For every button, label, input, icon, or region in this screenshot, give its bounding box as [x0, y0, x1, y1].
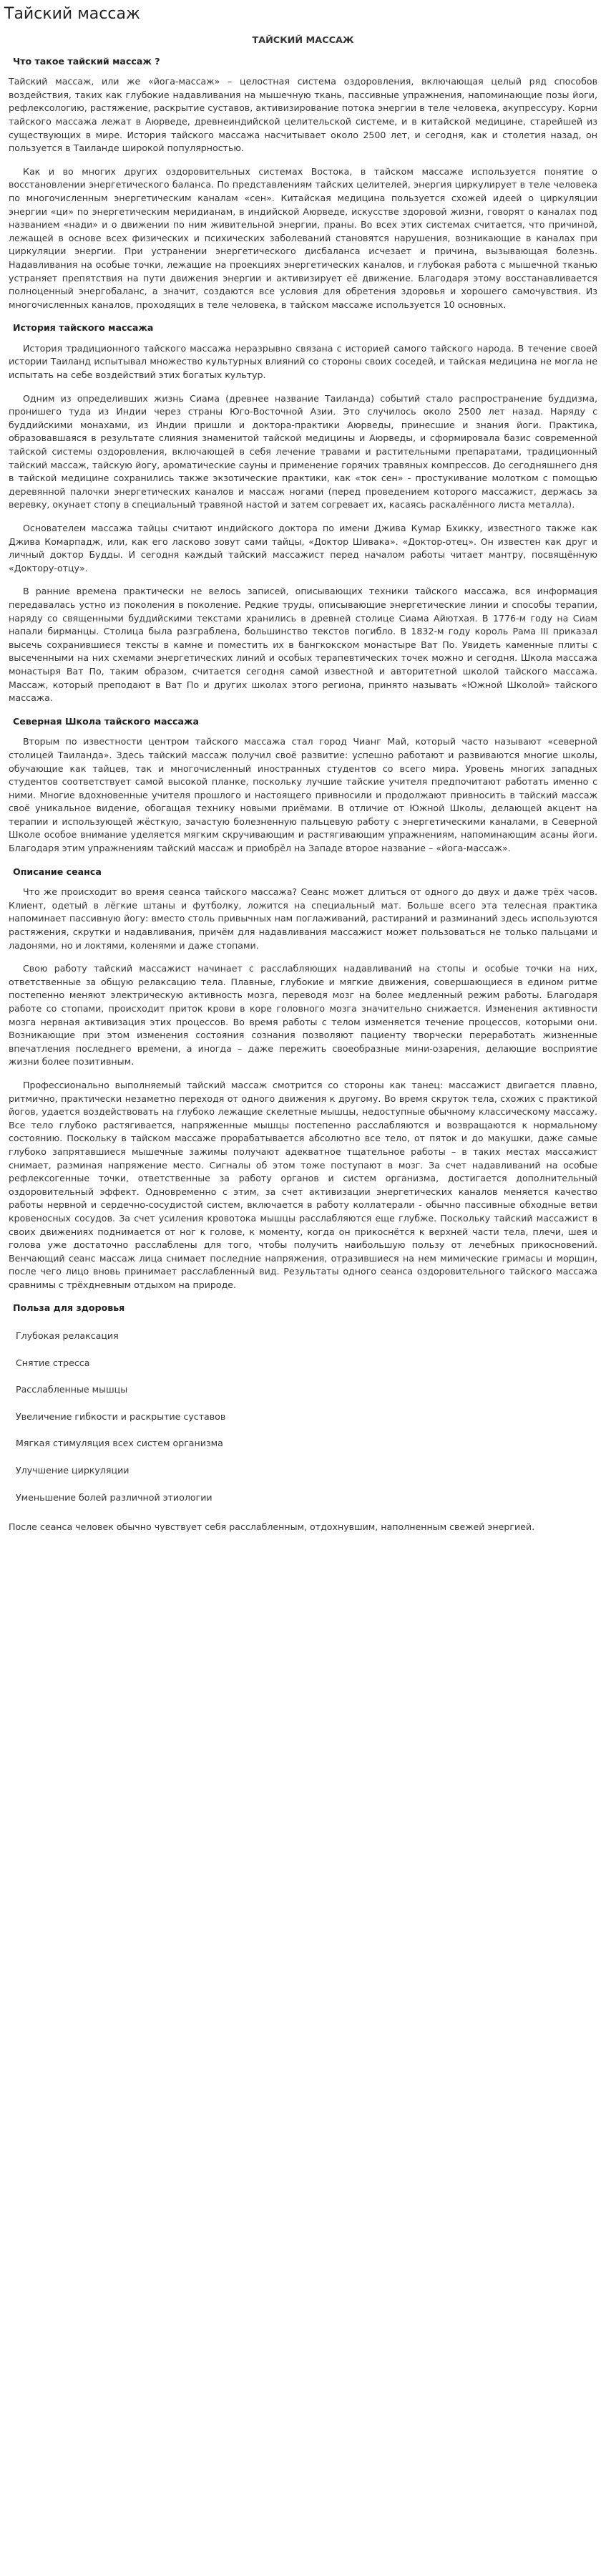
section-heading-benefits: Польза для здоровья: [13, 1302, 125, 1314]
paragraph: Свою работу тайский массажист начинает с расслабляющих надавливаний на стопы и особые точки на них, ответственные за общую релаксацию тела. Плавные, глубокие и мягкие движения, совершающиеся в едином ритме постепенно меняют электрическую активность мозга, переводя мозг на более медленный режим работы. Благодаря работе со стопами, происходит приток крови в коре головного мозга значительно снижается. Изменения активности мозга нервная активизация этих процессов. Во время работы с телом изменяется течение процессов, которыми они. Возникающие при этом изменения состояния сознания позволяют пациенту творчески переработать жизненные впечатления последнего времени, а иногда – даже пережить своеобразные мини-озарения, делающие восприятие жизни более позитивным.: [9, 963, 597, 1067]
paragraph: Вторым по известности центром тайского массажа стал город Чианг Май, который часто называют «северной столицей Таиланда». Здесь тайский массаж получил своё развитие: успешно работают и развиваются многие школы, обучающие как тайцев, так и многочисленный иностранных студентов со всего мира. Уровень многих западных студентов соответствует самой высокой планке, поскольку лучшие тайские учителя предпочитают работать именно с ними. Многие вдохновенные учителя прошлого и настоящего привносили и продолжают привносить в тайский массаж своё уникальное видение, обогащая технику новыми приёмами. В отличие от Южной Школы, делающей акцент на терапии и использующей жёсткую, зачастую болезненную пальцевую работу с энергетическими каналами, в Северной Школе особое внимание уделяется мягким скручивающим и растягивающим упражнениям, напоминающим асаны йоги. Благодаря этим упражнениям тайский массаж и приобрёл на Западе второе название – «йога-массаж».: [9, 736, 597, 854]
paragraph: Как и во многих других оздоровительных системах Востока, в тайском массаже используется понятие о восстановлении энергетического баланса. По представлениям тайских целителей, энергия циркулирует в теле человека по многочисленным энергетическим каналам «сен». Китайская медицина пользуется схожей идеей о циркуляции энергии «ци» по энергетическим меридианам, в индийской Аюрведе, искусстве здоровой жизни, говорят о каналах под названием «нади» и о движении по ним живительной энергии, праны. Во всех этих системах считается, что причиной, лежащей в основе всех физических и психических заболеваний становятся нарушения, возникающие в каналах при циркуляции энергии. При устранении энергетического дисбаланса исчезает и причина, вызывающая болезнь. Надавливания на особые точки, лежащие на проекциях энергетических каналов, и глубокая работа с мышечной тканью устраняет препятствия на пути движения энергии и активизирует её движение. Благодаря этому восстанавливается полноценный энергобаланс, а значит, создаются все условия для обретения здоровья и хорошего самочувствия. Из многочисленных каналов, проходящих в теле человека, в тайском массаже используется 10 основных.: [9, 165, 597, 310]
paragraph: Тайский массаж, или же «йога-массаж» – целостная система оздоровления, включающая целый ряд способов воздействия, таких как глубокие надавливания на мышечную ткань, пассивные упражнения, напоминающие позы йоги, рефлексологию, растяжение, раскрытие суставов, активизирование потока энергии в теле человека, акупрессуру. Корни тайского массажа лежат в Аюрведе, древнеиндийской целительской системе, и в китайской медицине, старейшей из существующих в мире. История тайского массажа насчитывает около 2500 лет, и сегодня, как и столетия назад, он пользуется в Таиланде широкой популярностью.: [9, 76, 597, 154]
list-item: Мягкая стимуляция всех систем организма: [16, 1438, 223, 1449]
list-item: Улучшение циркуляции: [16, 1465, 129, 1476]
paragraph: Одним из определивших жизнь Сиама (древнее название Таиланда) событий стало распространение буддизма, пронишего туда из Индии через страны Юго-Восточной Азии. Это случилось около 2500 лет назад. Наряду с буддийскими монахами, из Индии пришли и доктора-практики Аюрведы, принесшие и знания йоги. Практика, образовавшаяся в результате слияния знаменитой тайской медицины и Аюрведы, и сформировала базис современной тайской системы оздоровления, включающей в себя лечение травами и растительными препаратами, традиционный тайский массаж, тайскую йогу, ароматические сауны и применение горячих травяных компрессов. До сегодняшнего дня в тайской медицине сохранились также экзотические практики, как «ток сен» - простукивание молотком с помощью деревянной палочки энергетических каналов и массаж ногами (перед проведением которого массажист, держась за веревку, окунает стопу в специальный травяной настой и затем согревает их, касаясь раскалённого листа металла).: [9, 392, 597, 510]
list-item: Уменьшение болей различной этиологии: [16, 1491, 212, 1503]
closing-paragraph: После сеанса человек обычно чувствует себя расслабленным, отдохнувшим, наполненным свежей энергией.: [9, 1521, 535, 1533]
article-content: [0, 34, 606, 1534]
list-item: Расслабленные мышцы: [16, 1384, 128, 1395]
list-item: Увеличение гибкости и раскрытие суставов: [16, 1410, 226, 1422]
paragraph: Что же происходит во время сеанса тайского массажа? Сеанс может длиться от одного до двух и даже трёх часов. Клиент, одетый в лёгкие штаны и футболку, ложится на специальный мат. Больше всего эта телесная практика напоминает пассивную йогу: вместо столь привычных нам поглаживаний, растираний и разминаний здесь используются растяжения, скрутки и надавливания, причём для надавливания массажист может пользоваться не только пальцами и ладонями, но и локтями, коленями и даже стопами.: [9, 886, 597, 951]
section-heading-north-school: Северная Школа тайского массажа: [13, 715, 199, 727]
page-title: Тайский массаж: [4, 5, 140, 23]
section-heading-session: Описание сеанса: [13, 866, 102, 877]
paragraph: История традиционного тайского массажа неразрывно связана с историей самого тайского народа. В течение своей истории Таиланд испытывал множество культурных влияний со стороны своих соседей, и тайская медицина не могла не испытать на себе воздействий этих богатых культур.: [9, 342, 597, 381]
section-heading-history: История тайского массажа: [13, 322, 154, 334]
section-heading-what-is: Что такое тайский массаж ?: [13, 55, 160, 67]
list-item: Снятие стресса: [16, 1357, 90, 1368]
benefits-list: [16, 1322, 597, 1511]
article-heading: ТАЙСКИЙ МАССАЖ: [252, 35, 354, 46]
list-item: Глубокая релаксация: [16, 1330, 119, 1342]
paragraph: В ранние времена практически не велось записей, описывающих техники тайского массажа, вся информация передавалась устно из поколения в поколение. Редкие труды, описывающие энергетические линии и способы терапии, наряду со священными буддийскими текстами хранились в древней столице Сиама Айютхая. В 1776-м году на Сиам напали бирманцы. Столица была разграблена, большинство текстов погибло. В 1832-м году король Рама III приказал высечь сохранившиеся тексты в камне и поместить их в бангкокском монастыре Ват По. Увидеть каменные плиты с высеченными на них схемами энергетических линий и особых терапевтических точек можно и сегодня. Школа массажа монастыря Ват По, таким образом, считается сегодня самой известной и авторитетной школой тайского массажа. Массаж, который преподают в Ват По и других школах этого региона, принято называть «Южной Школой» тайского массажа.: [9, 586, 597, 704]
paragraph: Основателем массажа тайцы считают индийского доктора по имени Дживa Кумар Бхикку, известного также как Дживa Комарпадж, или, как его ласково зовут сами тайцы, «Доктор Шивака». «Доктор-отец». Он известен как друг и личный доктор Будды. И сегодня каждый тайский массажист перед началом работы читает мантру, посвящённую «Доктору-отцу».: [9, 523, 597, 573]
paragraph: Профессионально выполняемый тайский массаж смотрится со стороны как танец: массажист двигается плавно, ритмично, практически незаметно переходя от одного движения к другому. Во время скруток тела, схожих с практикой йогов, удается воздействовать на глубоко лежащие скелетные мышцы, недоступные обычному классическому массажу. Все тело глубоко растягивается, напряженные мышцы постепенно расслабляются и возвращаются к нормальному состоянию. Поскольку в тайском массаже прорабатывается абсолютно все тело, от пяток и до макушки, даже самые глубоко запрятавшиеся мышечные зажимы получают адекватное тщательное работы – в таких местах массажист снимает, разминая напряжение место. Сигналы об этом тоже поступают в мозг. За счет надавливаний на особые рефлексогенные точки, ответственные за работу органов и систем организма, достигается дополнительный оздоровительный эффект. Одновременно с этим, за счет активизации энергетических каналов меняется качество работы нервной и сердечно-сосудистой систем, включается в работу коллатерали - обычно пассивные обходные ветви кровеносных сосудов. За счет усиления кровотока мышцы расслабляются еще глубже. Поскольку тайский массажист в своих движениях поднимается от ног к голове, к моменту, когда он прикоснётся к верхней части тела, плечи, шея и голова уже достаточно расслаблены для того, чтобы получить наибольшую пользу от лечебных прикосновений. Венчающий сеанс массаж лица снимает последние напряжения, отразившиеся на нем мимические гримасы и морщин, после чего лицо вновь принимает расслабленный вид. Результаты одного сеанса оздоровительного тайского массажа сравнимы с трёхдневным отдыхом на природе.: [9, 1079, 597, 1290]
